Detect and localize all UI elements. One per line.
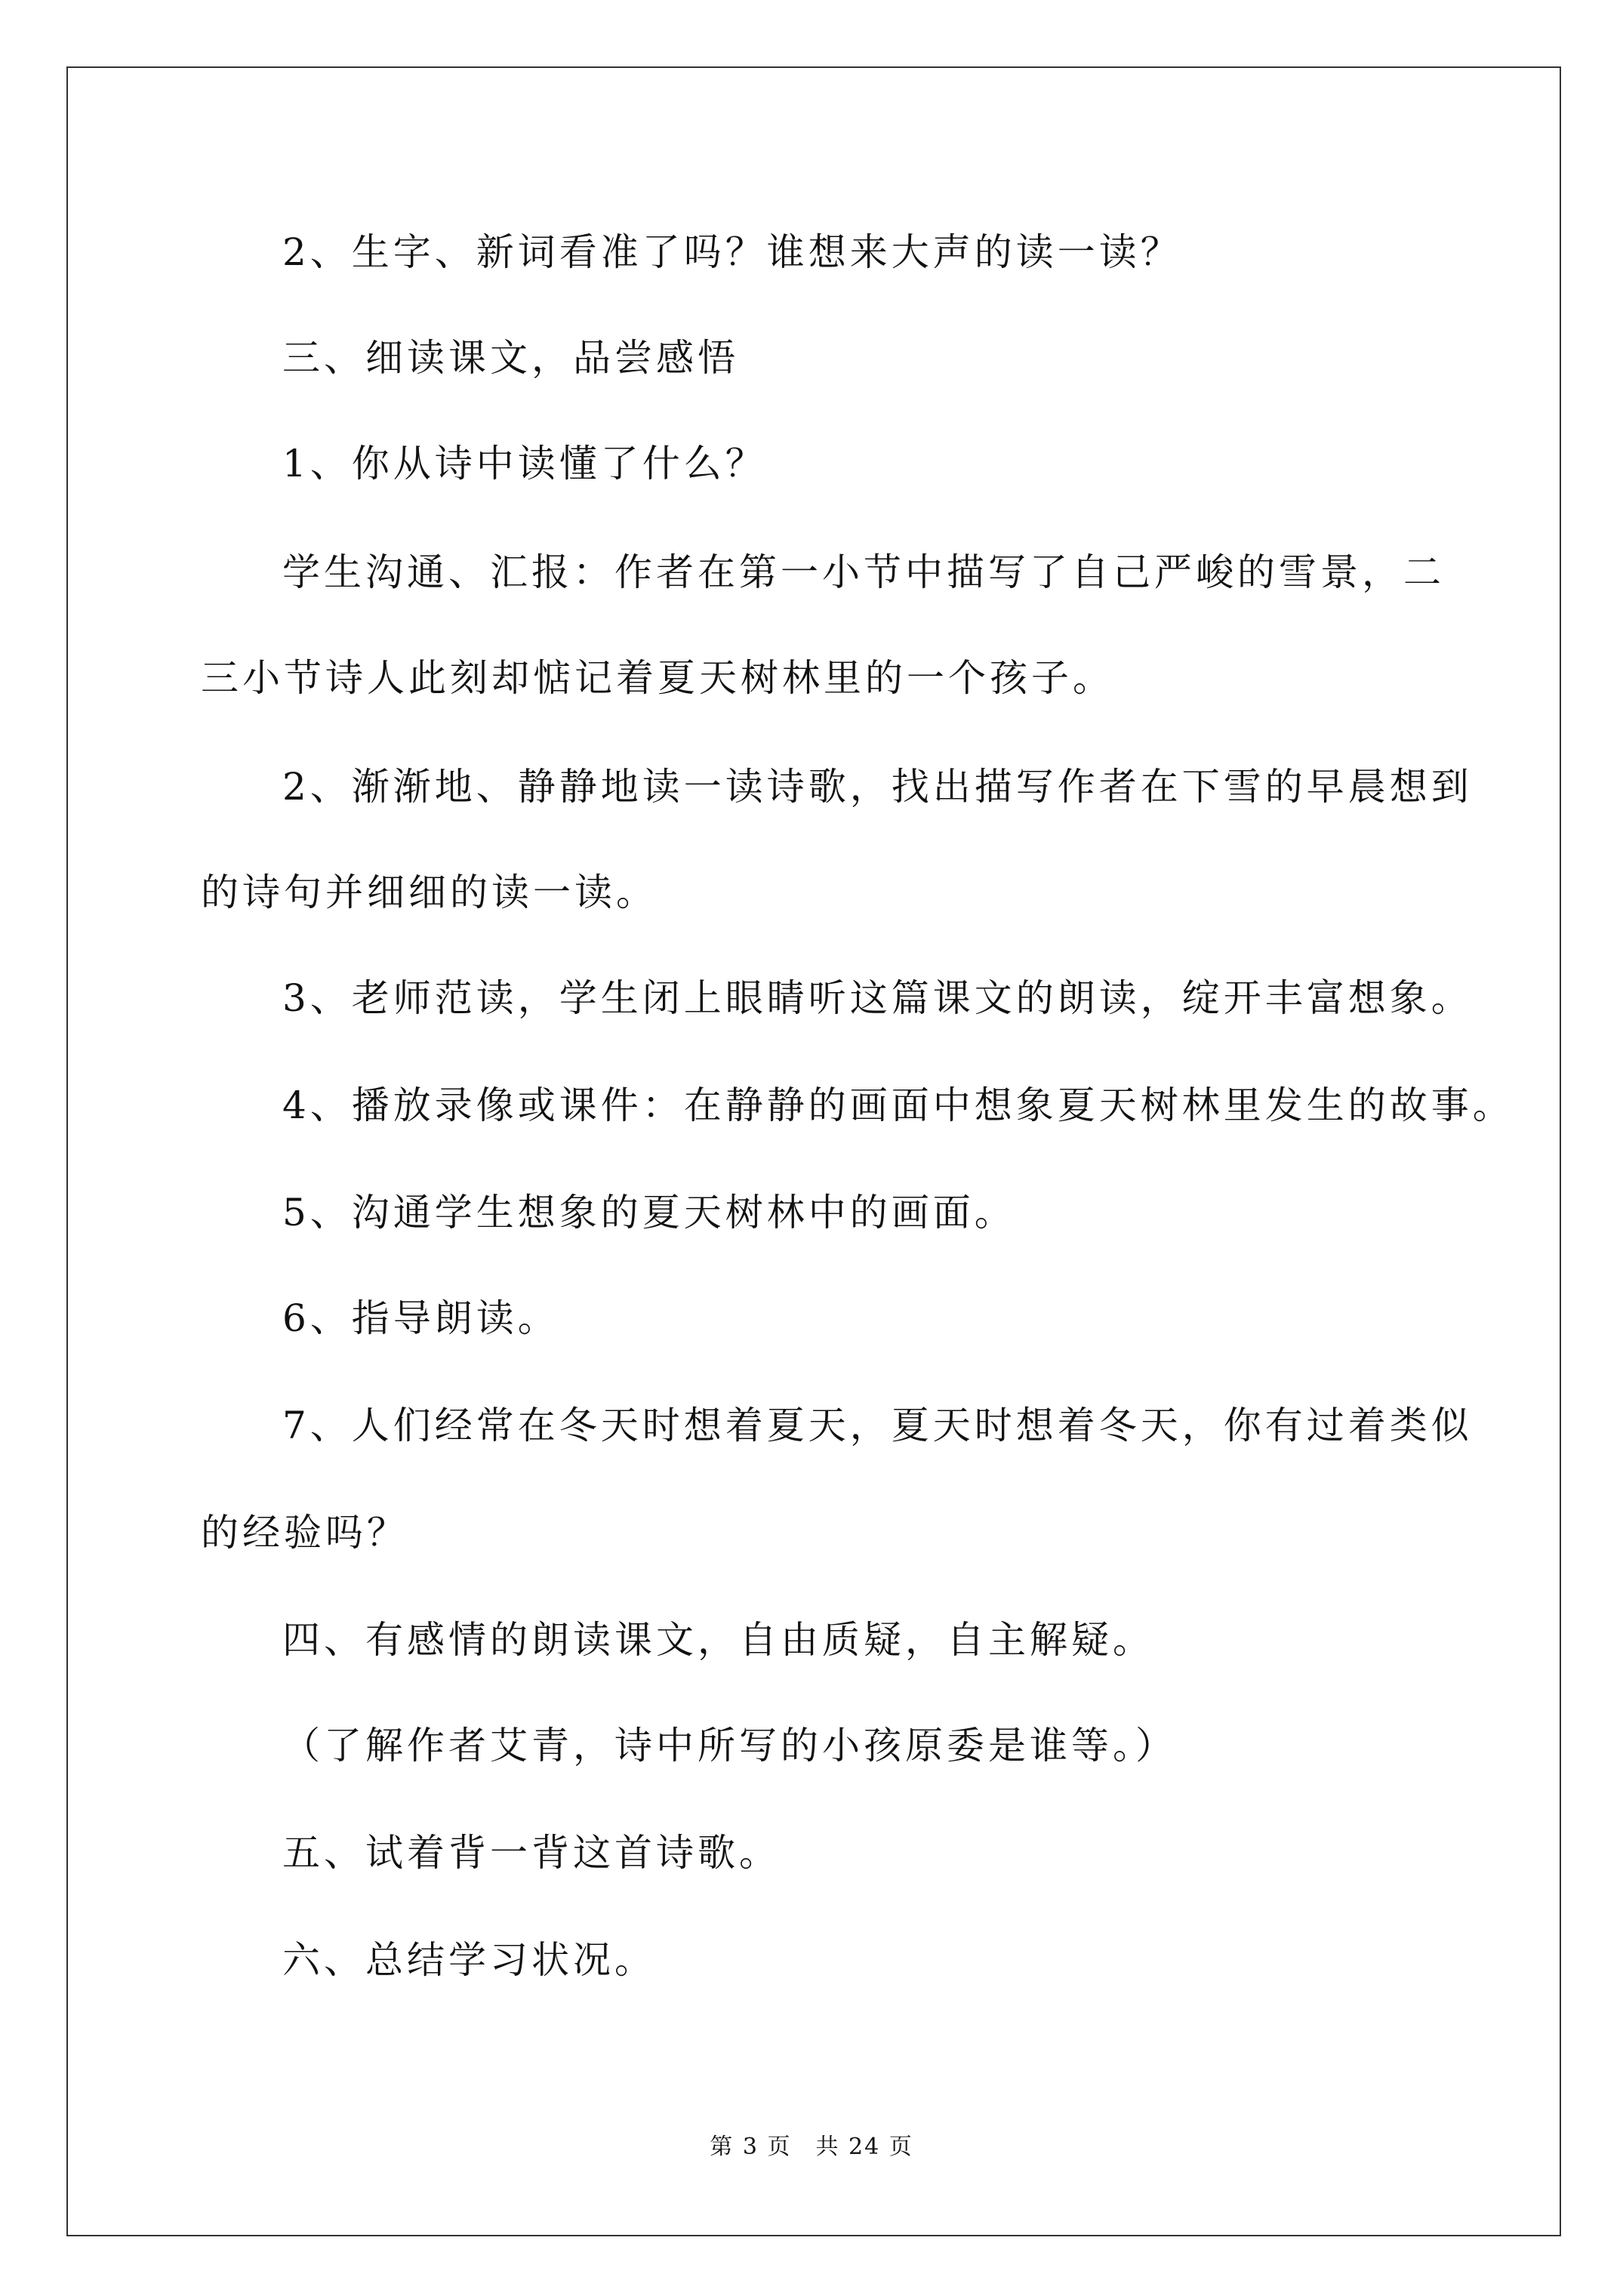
paragraph-2: 1、你从诗中读懂了什么？ [282, 442, 767, 485]
paragraph-9-line-1: 7、人们经常在冬天时想着夏天，夏天时想着冬天，你有过着类似 [282, 1404, 1473, 1447]
section-heading-4: 四、有感情的朗读课文，自由质疑，自主解疑。 [282, 1618, 1154, 1662]
page-number-footer: 第 3 页 共 24 页 [710, 2134, 913, 2160]
paragraph-7: 5、沟通学生想象的夏天树林中的画面。 [282, 1191, 1016, 1234]
section-heading-6: 六、总结学习状况。 [282, 1938, 656, 1982]
paragraph-1: 2、生字、新词看准了吗？谁想来大声的读一读？ [282, 230, 1182, 274]
paragraph-8: 6、指导朗读。 [282, 1296, 559, 1340]
paragraph-6: 4、播放录像或课件：在静静的画面中想象夏天树林里发生的故事。 [282, 1083, 1514, 1127]
paragraph-3-line-2: 三小节诗人此刻却惦记着夏天树林里的一个孩子。 [201, 656, 1114, 700]
page-frame [66, 66, 1561, 2236]
paragraph-4-line-2: 的诗句并细细的读一读。 [201, 871, 658, 914]
paragraph-9-line-2: 的经验吗？ [201, 1511, 408, 1555]
paragraph-10: （了解作者艾青，诗中所写的小孩原委是谁等。） [282, 1724, 1177, 1767]
section-heading-3: 三、细读课文，品尝感悟 [282, 336, 739, 380]
paragraph-5: 3、老师范读，学生闭上眼睛听这篇课文的朗读，绽开丰富想象。 [282, 976, 1473, 1020]
paragraph-3-line-1: 学生沟通、汇报：作者在第一小节中描写了自己严峻的雪景，二 [282, 550, 1445, 594]
paragraph-4-line-1: 2、渐渐地、静静地读一读诗歌，找出描写作者在下雪的早晨想到 [282, 765, 1473, 809]
section-heading-5: 五、试着背一背这首诗歌。 [282, 1831, 781, 1875]
